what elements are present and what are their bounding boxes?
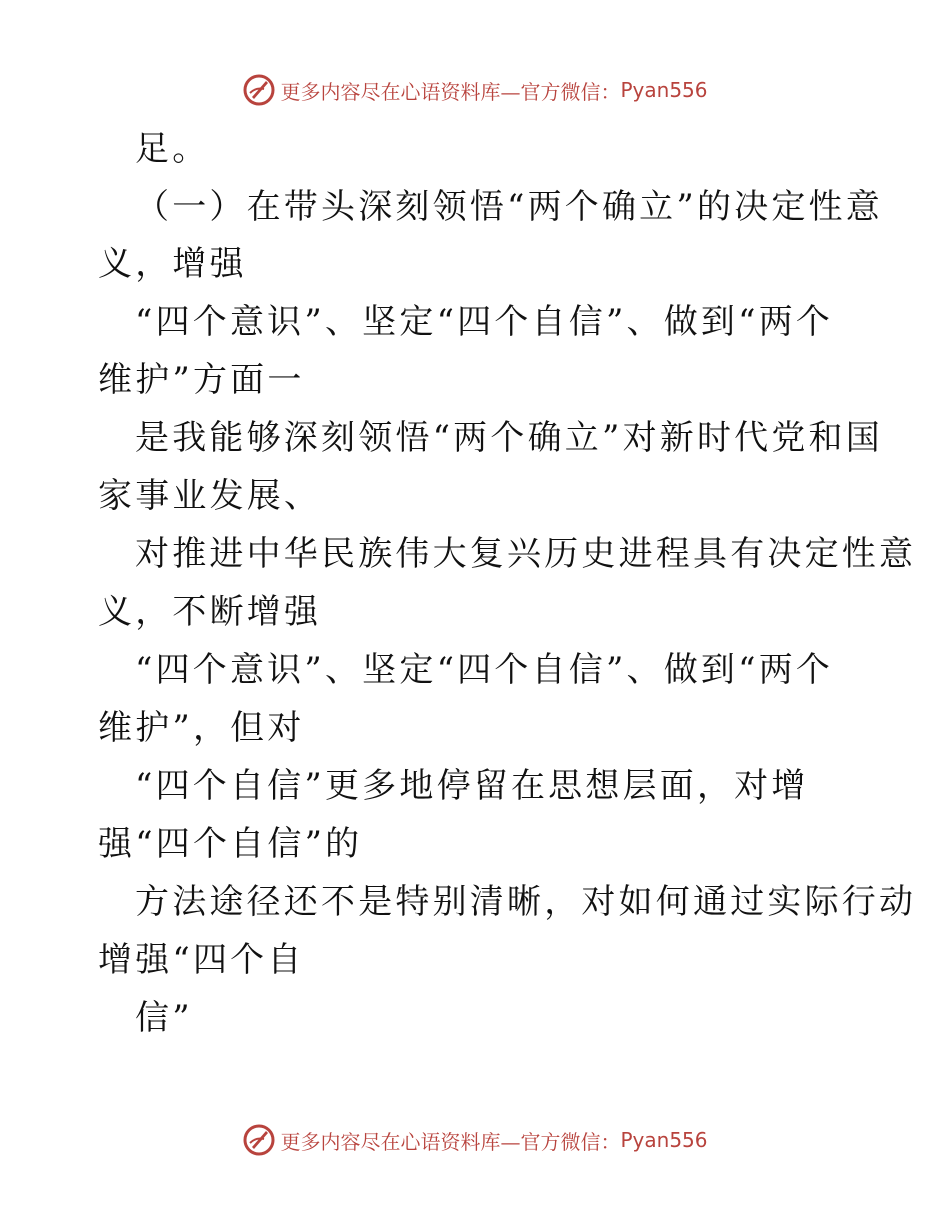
text-line: 强“四个自信”的 — [98, 824, 363, 864]
banner-wechat-id: Pyan556 — [620, 78, 708, 102]
text-line: 维护”方面一 — [98, 360, 305, 400]
text-line: 对推进中华民族伟大复兴历史进程具有决定性意 — [135, 534, 917, 574]
text-line: “四个意识”、坚定“四个自信”、做到“两个 — [135, 302, 834, 342]
quill-logo-icon — [242, 1123, 276, 1157]
text-line: “四个意识”、坚定“四个自信”、做到“两个 — [135, 650, 834, 690]
text-line: 维护”，但对 — [98, 708, 305, 748]
text-line: 义，不断增强 — [98, 592, 322, 632]
text-line: 家事业发展、 — [98, 476, 322, 516]
footer-banner — [0, 1120, 950, 1160]
text-line: （一）在带头深刻领悟“两个确立”的决定性意 — [135, 187, 883, 227]
text-line: 是我能够深刻领悟“两个确立”对新时代党和国 — [135, 418, 883, 458]
banner-text: 更多内容尽在心语资料库—官方微信： — [280, 79, 621, 104]
text-line: 信” — [135, 998, 193, 1038]
text-line: 增强“四个自 — [98, 940, 305, 980]
text-line: “四个自信”更多地停留在思想层面，对增 — [135, 766, 809, 806]
text-line: 足。 — [135, 129, 210, 169]
text-line: 义，增强 — [98, 244, 247, 284]
quill-logo-icon — [242, 73, 276, 107]
header-banner — [0, 70, 950, 110]
banner-wechat-id: Pyan556 — [620, 1128, 708, 1152]
text-line: 方法途径还不是特别清晰，对如何通过实际行动 — [135, 882, 917, 922]
banner-text: 更多内容尽在心语资料库—官方微信： — [280, 1129, 621, 1154]
